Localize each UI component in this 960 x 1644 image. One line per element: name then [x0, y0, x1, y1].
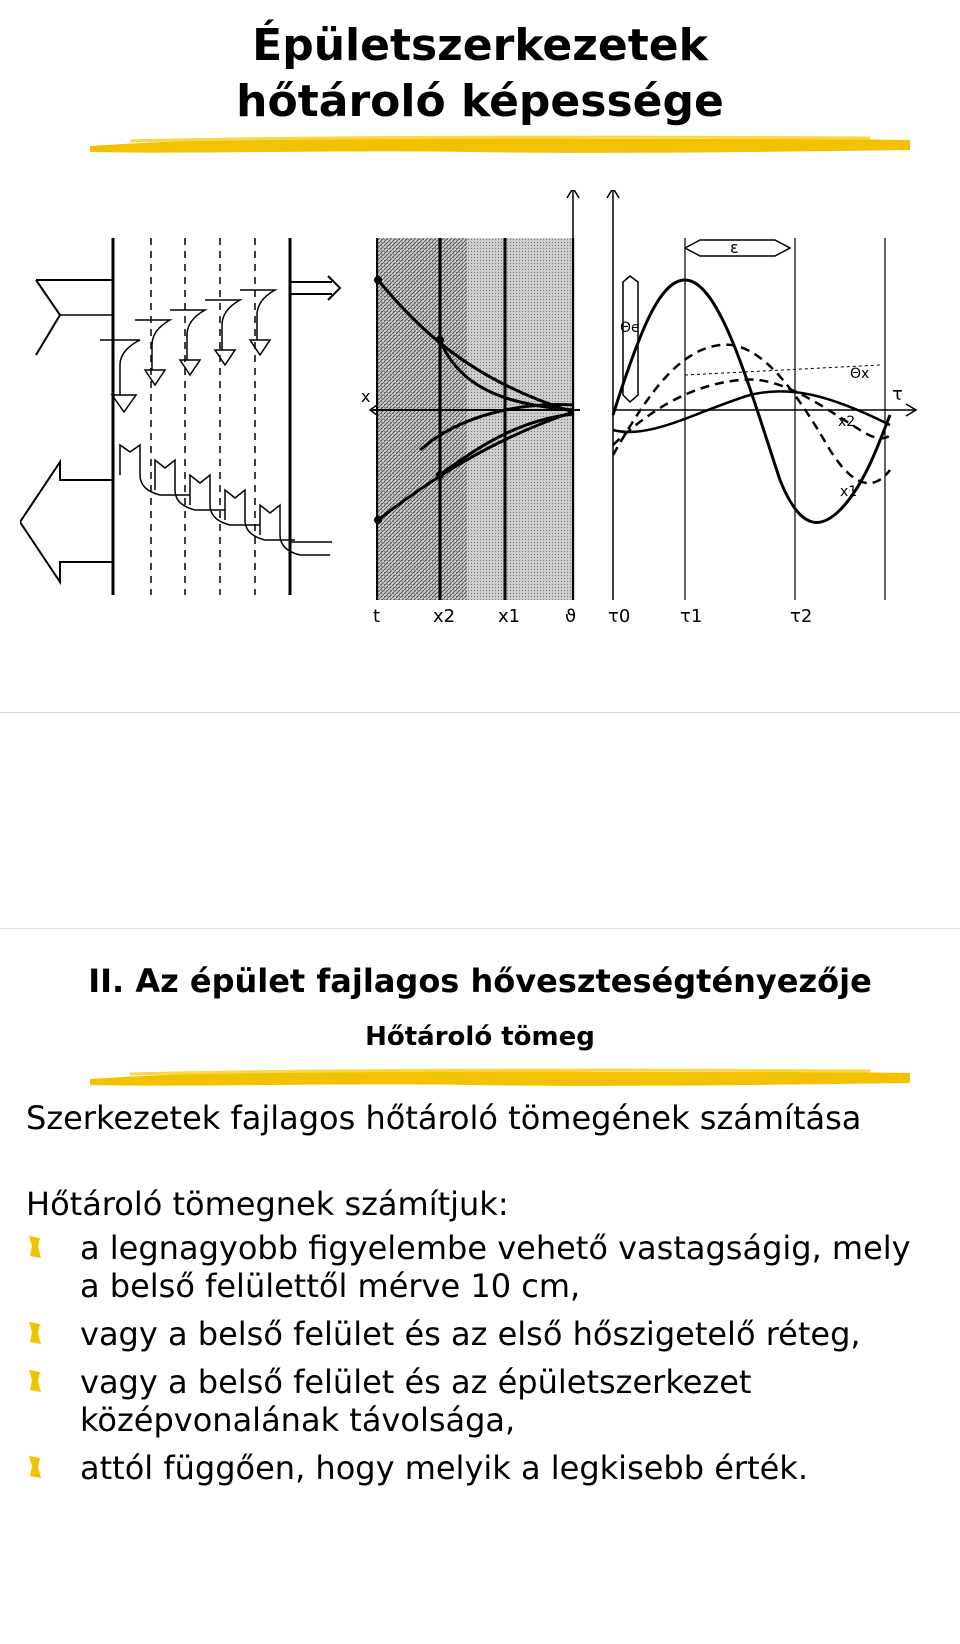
wave-label-x2: x2 — [838, 414, 856, 430]
slide-body — [26, 1099, 946, 1497]
bullet-icon — [28, 1321, 42, 1345]
list-item-line-1: vagy a belső felület és az épületszerkezet — [80, 1363, 752, 1401]
slide-heat-loss-coefficient — [0, 928, 960, 1644]
bullet-icon — [28, 1455, 42, 1479]
theta-x-label: Θx — [850, 366, 870, 382]
wall-temperature-panel — [361, 190, 580, 627]
accent-brush-stroke — [90, 132, 910, 158]
list-item-line-1: a legnagyobb figyelembe vehető vastagságig, mely — [80, 1229, 911, 1267]
list-item — [26, 1229, 946, 1305]
slide-subtitle: Hőtároló tömeg — [365, 1022, 595, 1052]
tau-axis-label: τ — [892, 384, 903, 405]
bullet-list — [26, 1229, 946, 1487]
heat-flow-panel — [20, 238, 340, 595]
list-item — [26, 1315, 946, 1353]
theta-e-label: Θe — [620, 320, 640, 336]
heat-wave-diagram — [20, 190, 930, 630]
slide-title — [0, 18, 960, 130]
bullet-icon — [28, 1369, 42, 1393]
title-line-1: Épületszerkezetek — [252, 20, 708, 71]
list-item-line-2: középvonalának távolsága, — [80, 1401, 516, 1439]
time-label-tau0: τ0 — [608, 606, 631, 627]
list-item — [26, 1363, 946, 1439]
intro-text: Hőtároló tömegnek számítjuk: — [26, 1185, 509, 1223]
title-line-2: hőtároló képessége — [236, 76, 724, 127]
list-item-line-1: attól függően, hogy melyik a legkisebb érték. — [80, 1449, 808, 1487]
phase-shift-panel — [607, 190, 916, 627]
section-heading: Szerkezetek fajlagos hőtároló tömegének számítása — [26, 1099, 862, 1137]
time-label-tau2: τ2 — [790, 606, 813, 627]
list-item-line-1: vagy a belső felület és az első hőszigetelő réteg, — [80, 1315, 861, 1353]
wave-label-x1: x1 — [840, 484, 858, 500]
bullet-icon — [28, 1235, 42, 1259]
slide-heat-storage — [0, 0, 960, 713]
time-label-tau1: τ1 — [680, 606, 703, 627]
wall-label-x1: x1 — [498, 606, 521, 627]
x-axis-label: x — [361, 387, 371, 406]
accent-brush-stroke — [90, 1065, 910, 1091]
wall-label-x2: x2 — [433, 606, 456, 627]
list-item — [26, 1449, 946, 1487]
wall-label-theta: ϑ — [565, 606, 577, 627]
slide-title: II. Az épület fajlagos hőveszteségtényezője — [88, 962, 872, 1000]
wall-label-t: t — [373, 606, 381, 627]
list-item-line-2: a belső felülettől mérve 10 cm, — [80, 1267, 581, 1305]
epsilon-label: ε — [730, 238, 739, 257]
